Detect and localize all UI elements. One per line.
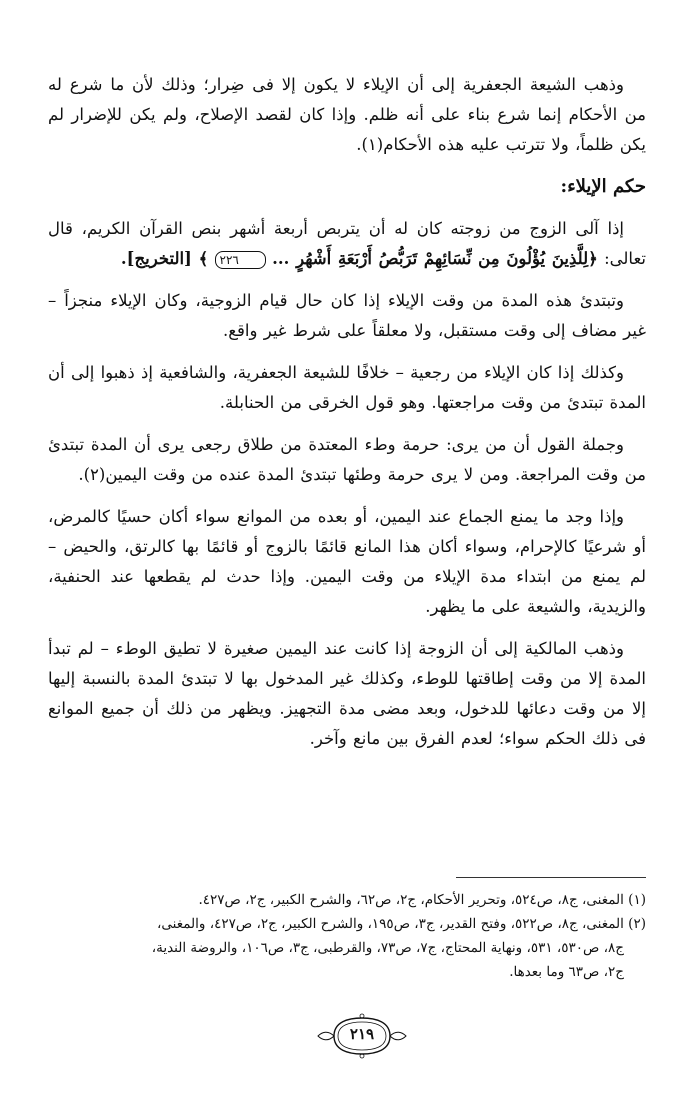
paragraph-revocable-divorce: وكذلك إذا كان الإيلاء من رجعية – خلافًا للشيعة الجعفرية، والشافعية إذ ذهبوا إلى أن المدة تبتدئ من وقت مراجعتها. وهو قول الخرقى من الحنابلة. (48, 363, 646, 412)
paragraph-jafari-opinion: وذهب الشيعة الجعفرية إلى أن الإيلاء لا يكون إلا فى ضِرار؛ وذلك لأن ما شرع له من الأحكام إنما شرع بناء على أنه ظلم. وإذا كان لقصد الإصلاح، ولم يكن للإضرار لم يكن ظلماً، ولا تترتب عليه هذه الأحكام(١). (48, 75, 646, 154)
main-text (48, 70, 646, 766)
footnote-1: (١) المغنى، ج٨، ص٥٢٤، وتحرير الأحكام، ج٢، ص٦٢، والشرح الكبير، ج٢، ص٤٢٧. (198, 892, 646, 908)
footnote-2-continued: ج٨، ص٥٣٠، ٥٣١، ونهاية المحتاج، ج٧، ص٧٣، والقرطبى، ج٣، ص١٠٦، والروضة الندية، (151, 940, 624, 956)
page-number-ornament (314, 1012, 410, 1060)
footnote-2-end: ج٢، ص٦٣ وما بعدها. (509, 964, 624, 980)
page-number: ٢١٩ (349, 1025, 375, 1043)
footnote-2: (٢) المغنى، ج٨، ص٥٢٢، وفتح القدير، ج٣، ص١٩٥، والشرح الكبير، ج٢، ص٤٢٧، والمغنى، (157, 916, 646, 932)
verse-citation: ﴾ [التخريج]. (120, 249, 209, 268)
footnotes (40, 888, 646, 984)
paragraph-text: إذا آلى الزوج من زوجته كان له أن يتربص أربعة أشهر بنص القرآن الكريم، قال تعالى: (48, 219, 646, 268)
paragraph-impediments: وإذا وجد ما يمنع الجماع عند اليمين، أو بعده من الموانع سواء أكان حسيًا كالمرض، أو شرعيًا كالإحرام، وسواء أكان هذا المانع قائمًا بالزوج أو قائمًا بها كالرتق، والحيض – لم يمنع من ابتداء مدة الإيلاء من وقت اليمين. وإذا حدث لم يقطعها عند الحنفية، والزيدية، والشيعة على ما يظهر. (48, 507, 646, 616)
quran-verse: ﴿لِلَّذِينَ يُؤْلُونَ مِن نِّسَائِهِمْ تَرَبُّصُ أَرْبَعَةِ أَشْهُرٍ ... (272, 249, 598, 268)
section-heading: حكم الإيلاء: (560, 176, 646, 197)
footnote-separator (456, 877, 646, 878)
paragraph-maliki-opinion: وذهب المالكية إلى أن الزوجة إذا كانت عند اليمين صغيرة لا تطيق الوطء – لم تبدأ المدة إلا من وقت إطاقتها للوطء، وكذلك غير المدخول بها لا تبتدئ المدة بالنسبة إليها إلا من وقت دعائها للدخول، وبعد مضى مدة التجهيز. ويظهر من ذلك أن جميع الموانع فى ذلك الحكم سواء؛ لعدم الفرق بين مانع وآخر. (48, 639, 646, 748)
paragraph-waiting-period (48, 214, 646, 274)
paragraph-summary: وجملة القول أن من يرى: حرمة وطء المعتدة من طلاق رجعى يرى أن المدة تبتدئ من وقت المراجعة. ومن لا يرى حرمة وطئها تبتدئ المدة عنده من وقت اليمين(٢). (48, 435, 646, 484)
paragraph-start-of-period: وتبتدئ هذه المدة من وقت الإيلاء إذا كان حال قيام الزوجية، وكان الإيلاء منجزاً – غير مضاف إلى وقت مستقبل، ولا معلقاً على شرط غير واقع. (48, 291, 646, 340)
verse-number-badge: ٢٢٦ (215, 251, 266, 269)
